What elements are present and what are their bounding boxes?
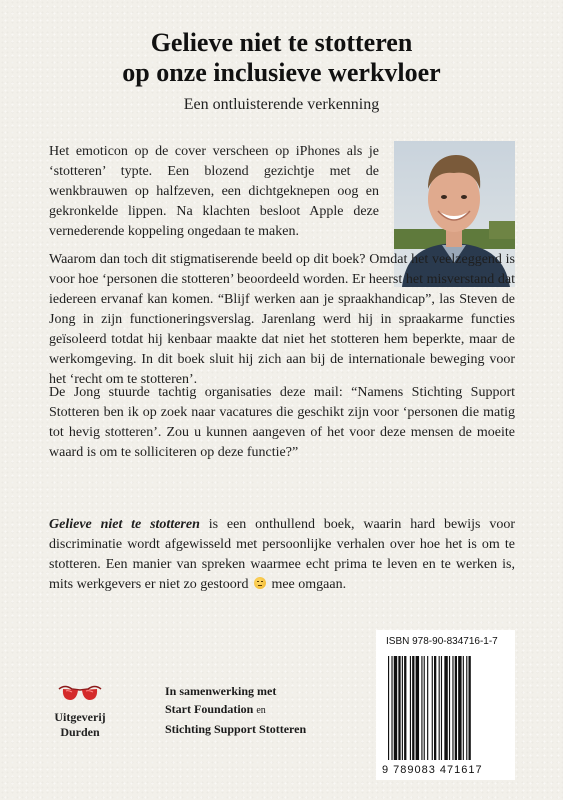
publisher-line-2: Durden: [60, 725, 100, 739]
collab-and: en: [256, 705, 266, 716]
flushed-emoji-icon: [254, 577, 266, 589]
paragraph-emoticon: Het emoticon op de cover verscheen op iPhones als je ‘stotteren’ typte. Een blozend gezichtje met de wenkbrauwen op halfzeven, een dichtgeknepen oog en gekronkelde lippen. Na klachten besloot Apple deze vernederende koppeling ongedaan te maken.: [49, 144, 379, 239]
title-line-1: Gelieve niet te stotteren: [150, 28, 413, 57]
paragraph-stigma: Waarom dan toch dit stigmatiserende beeld op dit boek? Omdat het veelzeggend is voor hoe ‘personen die stotteren’ beoordeeld worden. Er heerst het misverstand dat iedereen ervanaf kan komen. “Blijf werken aan je spraakhandicap”, las Steven de Jong in zijn functioneringsverslag. Jarenlang werd hij in spraakarme functies geïsoleerd totdat hij kenbaar maakte dat niet het stotteren hem beperkte, maar de werkomgeving. In dit boek sluit hij zich aan bij de internationale beweging voor het ‘recht om te stotteren’.: [49, 252, 515, 387]
paragraph-summary: [49, 515, 515, 595]
title-line-2: op onze inclusieve werkvloer: [122, 58, 441, 87]
isbn-number: ISBN 978-90-834716-1-7: [386, 636, 498, 647]
collab-start-foundation: Start Foundation: [165, 702, 254, 716]
collab-heading: In samenwerking met: [165, 684, 277, 698]
barcode-digits: 9 789083 471617: [382, 764, 483, 776]
summary-book-title: Gelieve niet te stotteren: [49, 517, 200, 532]
summary-text: is een onthullend boek, waarin hard bewijs voor discriminatie wordt afgewisseld met persoonlijke verhalen over hoe het is om te stotteren. Een manier van spreken waarmee echt prima te leven en te werken is, mits werkgevers er niet zo gestoord: [49, 517, 515, 592]
paragraph-mail: De Jong stuurde tachtig organisaties deze mail: “Namens Stichting Support Stotteren ben ik op zoek naar vacatures die geschikt zijn voor ‘personen die matig tot hevig stotteren’. Zou u kunnen aangeven of het voor deze mensen de moeite waard is om te solliciteren op deze functie?”: [49, 385, 515, 460]
isbn-barcode-panel: [376, 630, 515, 780]
publisher-name: [46, 710, 114, 740]
collab-partner-1: [165, 700, 345, 720]
summary-ending: mee omgaan.: [267, 577, 347, 592]
collab-partner-2: Stichting Support Stotteren: [165, 722, 307, 736]
book-subtitle: Een ontluisterende verkenning: [183, 96, 380, 113]
book-title: [0, 28, 563, 88]
collaboration-credits: [165, 682, 345, 738]
publisher-line-1: Uitgeverij: [54, 710, 106, 724]
sunglasses-logo-icon: [58, 680, 102, 706]
barcode-icon: [386, 656, 504, 762]
